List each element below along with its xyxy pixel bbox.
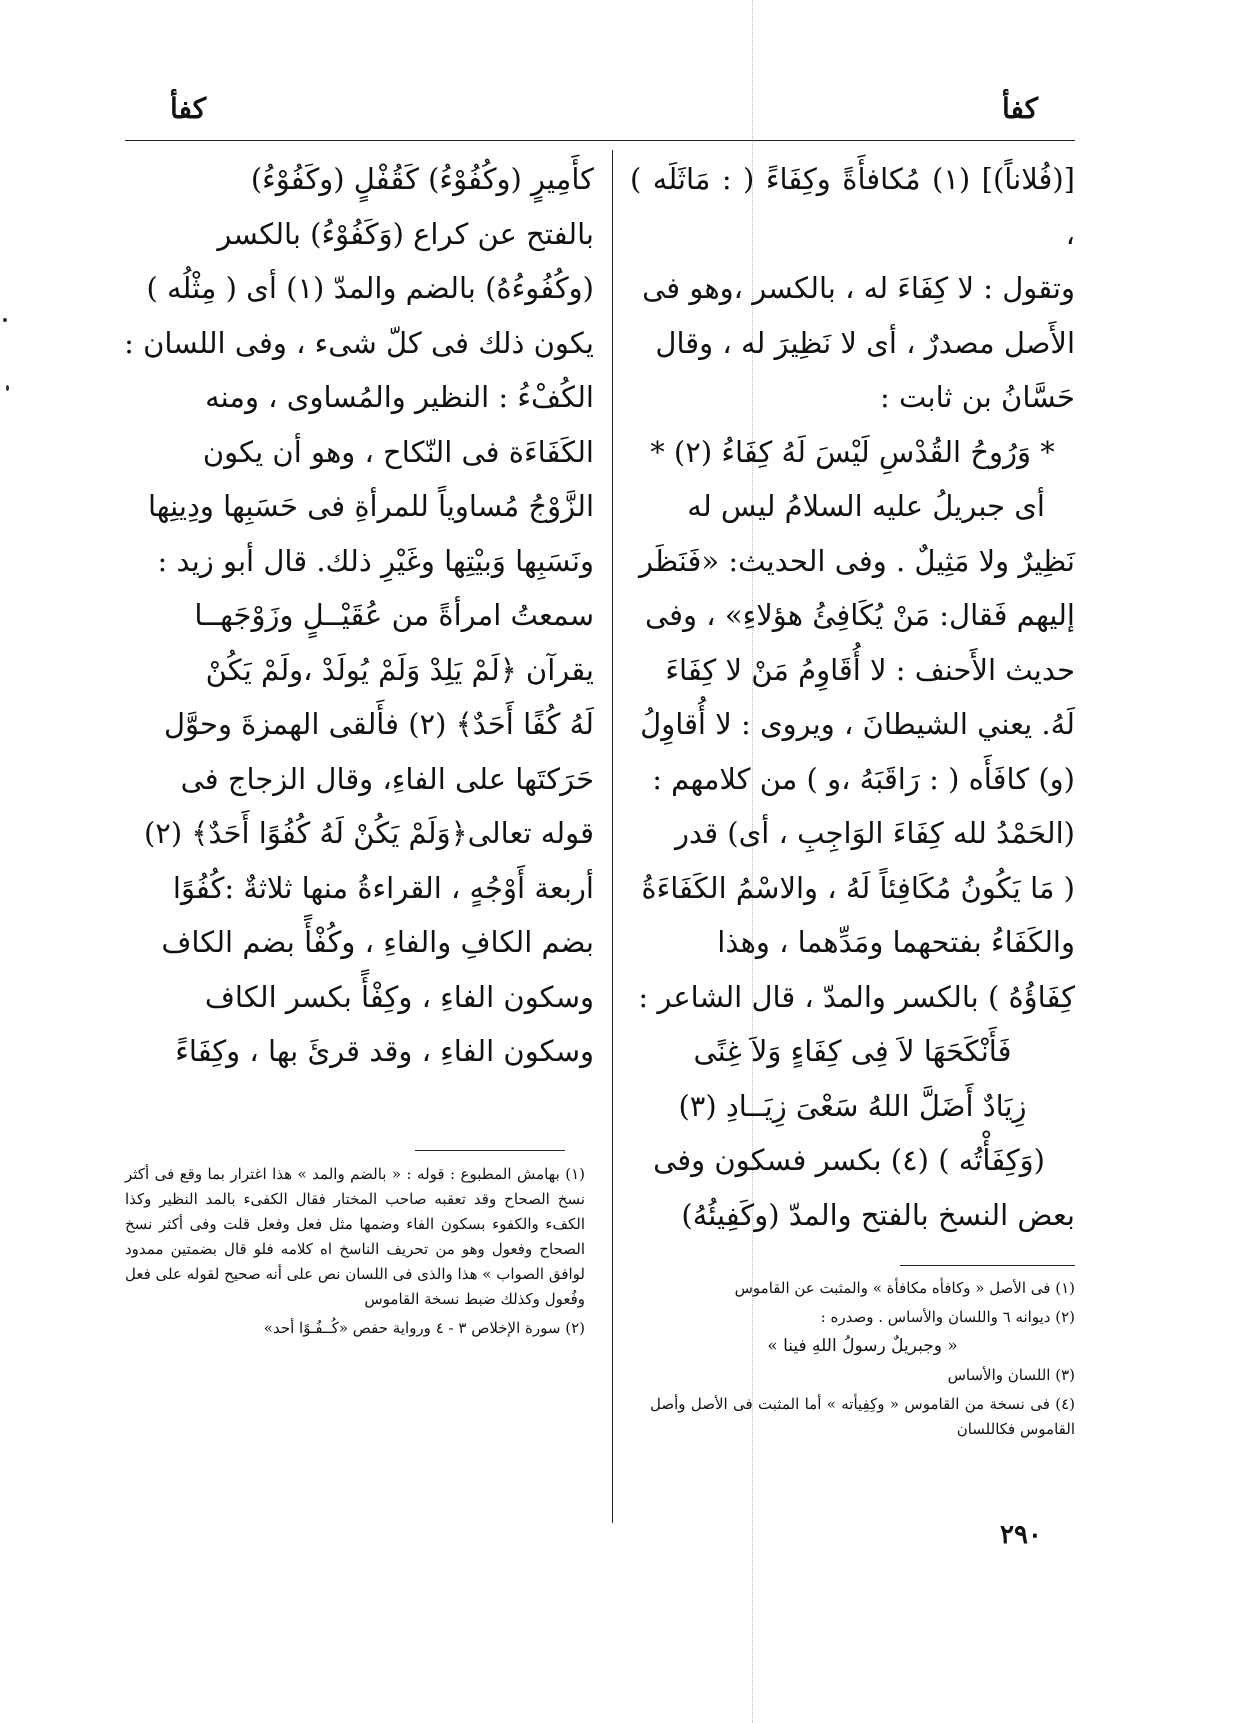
- running-header-left: كفأ: [170, 92, 207, 125]
- text-line: كِفَاؤُهُ ) بالكسر والمدّ ، قال الشاعر :: [638, 979, 1075, 1014]
- text-line: حَسَّانُ بن ثابت :: [880, 380, 1075, 414]
- text-line: بعض النسخ بالفتح والمدّ (وكَفِيئُهُ): [681, 1197, 1075, 1232]
- footnote-rule-left: [415, 1150, 565, 1151]
- verse-line: فَأَنْكَحَهَا لاَ فِى كِفَاءٍ وَلاَ غِنًى: [693, 1034, 1012, 1068]
- text-line: كأَمِيرٍ (وكُفُوْءُ) كَقُفْلٍ (وكَفُوْءُ): [250, 162, 594, 196]
- text-line: أربعة أَوْجُهٍ ، القراءةُ منها ثلاثةٌ :كُفُوًا: [172, 870, 594, 905]
- text-line: سمعتُ امرأةً من عُقَيْــلٍ وزَوْجَهــا: [194, 598, 594, 632]
- text-line: وسكون الفاءِ ، وكِفْأً بكسر الكاف: [204, 979, 594, 1014]
- text-line: يكون ذلك فى كلّ شىء ، وفى اللسان :: [124, 325, 594, 360]
- left-column-text: [122, 152, 594, 1079]
- footnote: (٣) اللسان والأساس: [947, 1366, 1075, 1384]
- text-line: (وَكِفَأْتُه ) (٤) بكسر فسكون وفى: [653, 1143, 1045, 1177]
- text-line: [(فُلاناً)] (١) مُكافأَةً وكِفَاءً ( : مَاثَلَه ) ،: [630, 162, 1075, 251]
- text-line: أى جبريلُ عليه السلامُ ليس له: [687, 489, 1045, 523]
- footnotes-left: [125, 1162, 585, 1345]
- scan-speck: [6, 385, 9, 391]
- text-line: لَهُ كُفًا أَحَدٌ﴾ (٢) فأَلقى الهمزةَ وحوَّل: [163, 707, 594, 741]
- text-line: (و) كافَأَه ( : رَاقَبَهُ ،و ) من كلامهم :: [652, 761, 1075, 796]
- text-line: إليهم فَقال: مَنْ يُكَافِئُ هؤلاءِ» ، وفى: [645, 598, 1075, 632]
- text-line: الكُفْءُ : النظير والمُساوى ، ومنه: [205, 380, 594, 414]
- footnotes-right: [650, 1276, 1075, 1446]
- text-line: يقرآن ﴿لَمْ يَلِدْ وَلَمْ يُولَدْ ،ولَمْ يَكُنْ: [205, 652, 594, 687]
- verse-line: * وَرُوحُ القُدْسِ لَيْسَ لَهُ كِفَاءُ (٢) *: [650, 434, 1055, 469]
- footnote: (٢) سورة الإخلاص ٣ - ٤ ورواية حفص «كُــفُـوًا أحد»: [263, 1319, 585, 1337]
- footnote: (١) فى الأصل « وكافأه مكافأة » والمثبت عن القاموس: [734, 1279, 1075, 1297]
- scan-speck: [3, 318, 7, 322]
- text-line: وتقول : لا كِفَاءَ له ، بالكسر ،وهو فى: [642, 271, 1075, 305]
- text-line: حديث الأَحنف : لا أُقَاوِمُ مَنْ لا كِفَاءَ: [665, 652, 1075, 687]
- running-header-right: كفأ: [1001, 92, 1038, 125]
- text-line: والكَفَاءُ بفتحهما ومَدِّهما ، وهذا: [717, 925, 1075, 959]
- page-number: ٢٩٠: [1000, 1520, 1042, 1550]
- text-line: ( مَا يَكُونُ مُكَافِئاً لَهُ ، والاسْمُ الكَفَاءَةُ: [641, 870, 1075, 905]
- header-rule: [125, 140, 1075, 141]
- text-line: (الحَمْدُ لله كِفَاءَ الوَاجِبِ ، أى) قدر: [674, 816, 1075, 850]
- text-line: نَظِيرٌ ولا مَثِيلٌ . وفى الحديث: «فَنَظَر: [638, 543, 1075, 578]
- text-line: بالفتح عن كراع (وَكَفُوْءُ) بالكسر: [217, 216, 594, 251]
- footnote: (٤) فى نسخة من القاموس « وكِفِيأته » أما المثبت فى الأصل وأصل القاموس فكاللسان: [650, 1395, 1075, 1438]
- verse-line: زِيَادٌ أَضَلَّ اللهُ سَعْىَ زِيَــادِ (٣): [678, 1088, 1027, 1123]
- footnote: (١) بهامش المطبوع : قوله : « بالضم والمد » هذا اغترار بما وقع فى أكثر نسخ الصحاح وقد تعقبه صاحب المختار فقال الكفىء بالمد النظير وكذا الكفء والكفوء بسكون الفاء وضمها مثل فعل وفعل قلت وفى أكثر نسخ الصحاح وفعول وهو من تحريف الناسخ اه كلامه فلو قال بضمتين ممدود لوافق الصواب » هذا والذى فى اللسان نص على أنه صحيح لقوله على فعل وفُعول وكذلك ضبط نسخة القاموس: [125, 1165, 585, 1308]
- text-line: الأَصل مصدرٌ ، أى لا نَظِيرَ له ، وقال: [655, 325, 1075, 360]
- text-line: ونَسَبِها وَبيْتِها وغَيْرِ ذلك. قال أبو زيد :: [157, 543, 594, 578]
- footnote: (٢) ديوانه ٦ واللسان والأساس . وصدره :: [820, 1308, 1075, 1326]
- text-line: (وكُفُوءُهُ) بالضم والمدّ (١) أى ( مِثْلُه ): [146, 271, 594, 305]
- text-line: حَرَكتَها على الفاءِ، وقال الزجاج فى: [180, 761, 594, 796]
- footnote-verse: « وجبريلٌ رسولُ اللهِ فينا »: [767, 1336, 958, 1356]
- text-line: وسكون الفاءِ ، وقد قرئَ بها ، وكِفَاءً: [175, 1034, 594, 1068]
- text-line: لَهُ. يعني الشيطانَ ، ويروى : لا أُقاوِلُ: [640, 707, 1075, 741]
- text-line: بضم الكافِ والفاءِ ، وكُفْأً بضم الكاف: [161, 925, 594, 959]
- footnote-rule-right: [900, 1265, 1075, 1266]
- text-line: الكَفَاءَة فى النّكاح ، وهو أن يكون: [202, 434, 594, 469]
- text-line: الزَّوْجُ مُساوياً للمرأةِ فى حَسَبِها ودِينِها: [147, 489, 594, 523]
- text-line: قوله تعالى﴿وَلَمْ يَكُنْ لَهُ كُفُوًا أَحَدٌ﴾ (٢): [143, 816, 594, 850]
- column-divider: [612, 150, 613, 1523]
- right-column-text: [630, 152, 1075, 1242]
